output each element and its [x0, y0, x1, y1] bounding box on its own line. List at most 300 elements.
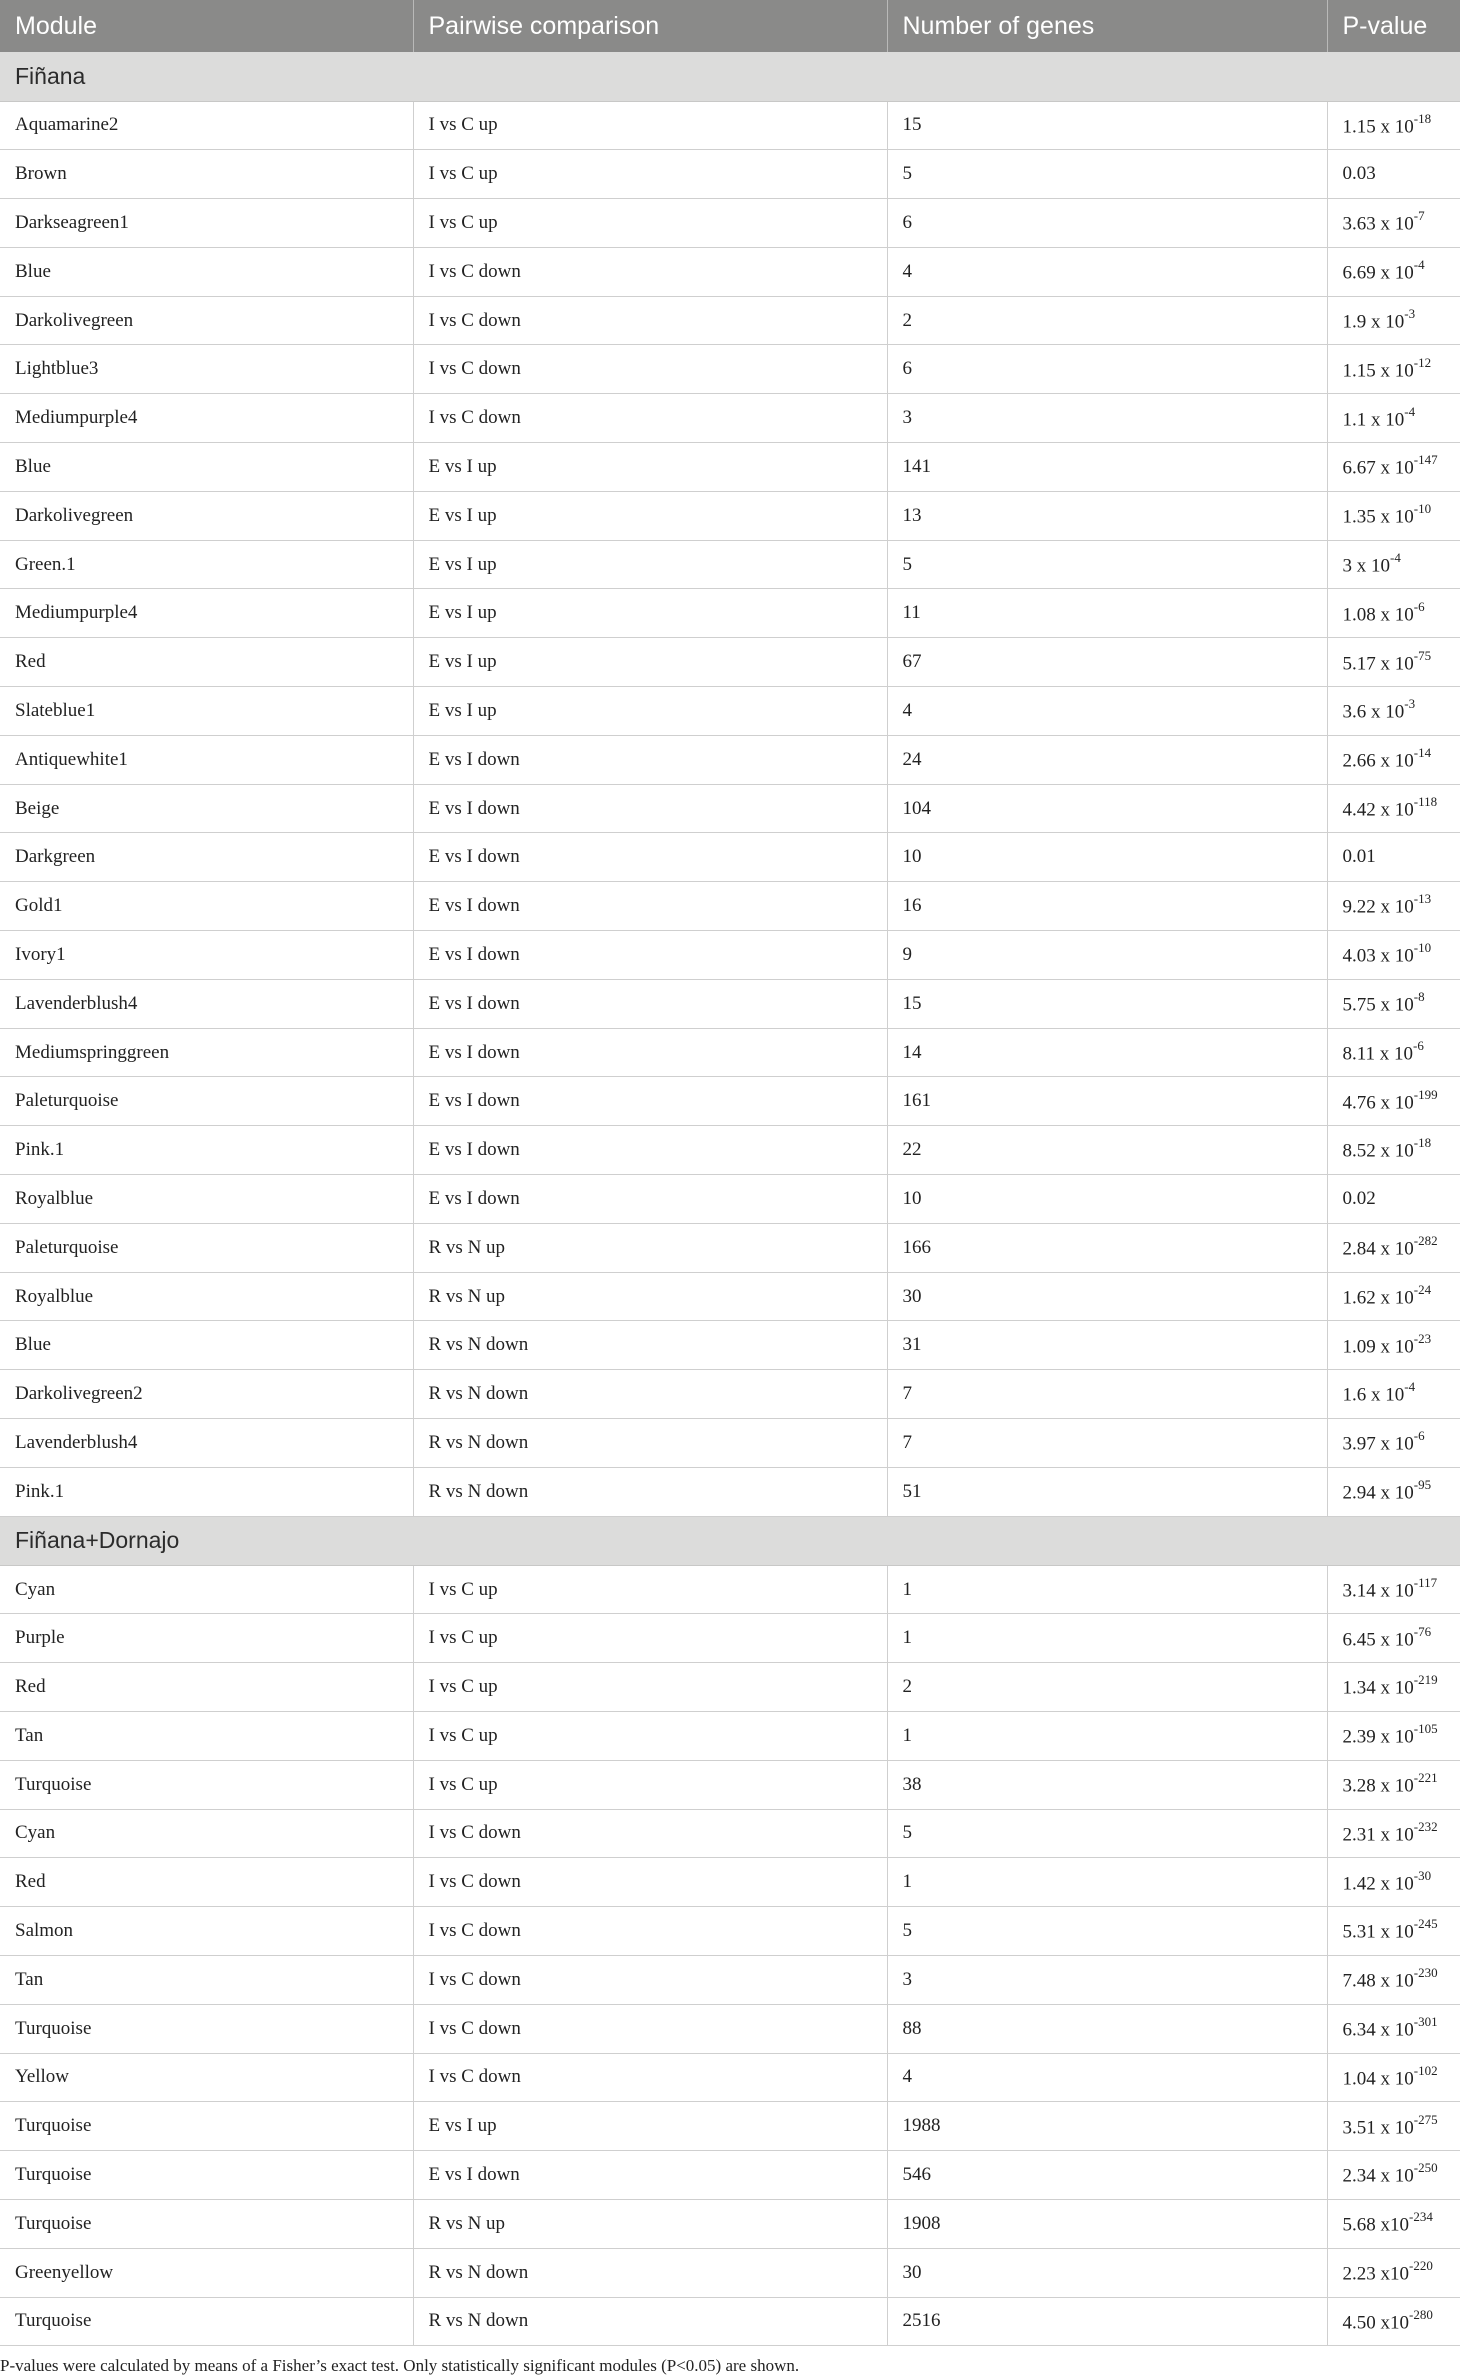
gene-count-cell: 5 — [887, 1907, 1327, 1956]
comparison-cell: R vs N up — [413, 1272, 887, 1321]
module-cell: Darkolivegreen2 — [0, 1370, 413, 1419]
table-row — [0, 1760, 1460, 1809]
p-value-mantissa: 3.6 x 10 — [1342, 701, 1405, 723]
comparison-cell: R vs N down — [413, 1321, 887, 1370]
gene-count-cell: 546 — [887, 2151, 1327, 2200]
p-value-cell — [1327, 1419, 1460, 1468]
p-value-exponent: -30 — [1413, 1867, 1432, 1883]
table-row — [0, 979, 1460, 1028]
comparison-cell: R vs N down — [413, 1467, 887, 1516]
module-cell: Turquoise — [0, 2004, 413, 2053]
table-row — [0, 1809, 1460, 1858]
table-row — [0, 296, 1460, 345]
comparison-cell: I vs C down — [413, 2004, 887, 2053]
gene-count-cell: 1 — [887, 1565, 1327, 1614]
table-row — [0, 1028, 1460, 1077]
p-value-exponent: -4 — [1404, 1379, 1416, 1395]
table-row — [0, 1858, 1460, 1907]
gene-count-cell: 166 — [887, 1223, 1327, 1272]
table-row — [0, 1467, 1460, 1516]
module-cell: Royalblue — [0, 1272, 413, 1321]
comparison-cell: I vs C up — [413, 1712, 887, 1761]
module-cell: Lightblue3 — [0, 345, 413, 394]
table-row — [0, 1955, 1460, 2004]
module-cell: Red — [0, 1663, 413, 1712]
gene-count-cell: 15 — [887, 979, 1327, 1028]
p-value-exponent: -117 — [1413, 1574, 1438, 1590]
comparison-cell: E vs I down — [413, 735, 887, 784]
table-row — [0, 1077, 1460, 1126]
table-row — [0, 589, 1460, 638]
p-value-exponent: -24 — [1413, 1281, 1432, 1297]
module-cell: Beige — [0, 784, 413, 833]
module-cell: Purple — [0, 1614, 413, 1663]
header-module: Module — [0, 0, 413, 52]
comparison-cell: E vs I up — [413, 2102, 887, 2151]
p-value-mantissa: 2.34 x 10 — [1342, 2165, 1414, 2187]
p-value-mantissa: 2.39 x 10 — [1342, 1726, 1414, 1748]
table-row — [0, 540, 1460, 589]
module-cell: Darkseagreen1 — [0, 199, 413, 248]
p-value-mantissa: 1.35 x 10 — [1342, 506, 1414, 528]
comparison-cell: E vs I down — [413, 979, 887, 1028]
gene-count-cell: 22 — [887, 1126, 1327, 1175]
p-value-exponent: -234 — [1409, 2209, 1433, 2225]
p-value-mantissa: 6.67 x 10 — [1342, 457, 1414, 479]
p-value-mantissa: 1.08 x 10 — [1342, 604, 1414, 626]
p-value-mantissa: 3.14 x 10 — [1342, 1580, 1414, 1602]
header-pairwise-comparison: Pairwise comparison — [413, 0, 887, 52]
p-value-cell — [1327, 540, 1460, 589]
comparison-cell: E vs I up — [413, 443, 887, 492]
module-cell: Antiquewhite1 — [0, 735, 413, 784]
p-value-exponent: -10 — [1413, 501, 1432, 517]
gene-count-cell: 5 — [887, 540, 1327, 589]
p-value-cell — [1327, 296, 1460, 345]
table-row — [0, 2199, 1460, 2248]
comparison-cell: E vs I down — [413, 1077, 887, 1126]
table-row — [0, 1663, 1460, 1712]
gene-count-cell: 13 — [887, 491, 1327, 540]
module-cell: Cyan — [0, 1809, 413, 1858]
p-value-cell — [1327, 1614, 1460, 1663]
comparison-cell: I vs C down — [413, 296, 887, 345]
comparison-cell: E vs I down — [413, 1175, 887, 1224]
gene-count-cell: 4 — [887, 247, 1327, 296]
table-row — [0, 1907, 1460, 1956]
p-value-cell — [1327, 638, 1460, 687]
p-value-mantissa: 3 x 10 — [1342, 555, 1390, 577]
p-value-mantissa: 0.02 — [1342, 1187, 1376, 1209]
gene-count-cell: 5 — [887, 150, 1327, 199]
group-header-row — [0, 52, 1460, 101]
p-value-cell — [1327, 345, 1460, 394]
comparison-cell: I vs C up — [413, 1614, 887, 1663]
p-value-exponent: -282 — [1413, 1233, 1438, 1249]
module-cell: Turquoise — [0, 2199, 413, 2248]
module-cell: Turquoise — [0, 2102, 413, 2151]
module-cell: Mediumspringgreen — [0, 1028, 413, 1077]
p-value-mantissa: 1.09 x 10 — [1342, 1335, 1414, 1357]
table-row — [0, 443, 1460, 492]
gene-count-cell: 24 — [887, 735, 1327, 784]
p-value-mantissa: 2.31 x 10 — [1342, 1824, 1414, 1846]
p-value-exponent: -199 — [1413, 1086, 1438, 1102]
comparison-cell: I vs C down — [413, 247, 887, 296]
p-value-exponent: -6 — [1413, 1428, 1425, 1444]
p-value-cell — [1327, 1370, 1460, 1419]
comparison-cell: I vs C up — [413, 1663, 887, 1712]
module-cell: Darkolivegreen — [0, 491, 413, 540]
header-number-of-genes: Number of genes — [887, 0, 1327, 52]
comparison-cell: E vs I down — [413, 784, 887, 833]
group-label: Fiñana+Dornajo — [0, 1516, 1460, 1565]
gene-count-cell: 3 — [887, 394, 1327, 443]
gene-count-cell: 10 — [887, 1175, 1327, 1224]
p-value-mantissa: 1.6 x 10 — [1342, 1384, 1405, 1406]
gene-count-cell: 88 — [887, 2004, 1327, 2053]
p-value-exponent: -250 — [1413, 2160, 1438, 2176]
comparison-cell: E vs I up — [413, 589, 887, 638]
table-footnote: P-values were calculated by means of a Fisher’s exact test. Only statistically significant modules (P<0.05) are shown. — [0, 2356, 800, 2375]
p-value-cell — [1327, 2004, 1460, 2053]
module-cell: Paleturquoise — [0, 1223, 413, 1272]
p-value-cell — [1327, 394, 1460, 443]
gene-count-cell: 30 — [887, 2248, 1327, 2297]
table-header — [0, 0, 1460, 52]
p-value-cell — [1327, 1321, 1460, 1370]
gene-count-cell: 9 — [887, 931, 1327, 980]
table-row — [0, 394, 1460, 443]
p-value-mantissa: 5.68 x10 — [1342, 2214, 1409, 2236]
table-row — [0, 2297, 1460, 2346]
gene-count-cell: 104 — [887, 784, 1327, 833]
p-value-cell — [1327, 2248, 1460, 2297]
p-value-cell — [1327, 1126, 1460, 1175]
gene-count-cell: 5 — [887, 1809, 1327, 1858]
p-value-mantissa: 0.01 — [1342, 846, 1376, 868]
p-value-exponent: -118 — [1413, 793, 1438, 809]
gene-count-cell: 3 — [887, 1955, 1327, 2004]
module-cell: Lavenderblush4 — [0, 979, 413, 1028]
table-row — [0, 247, 1460, 296]
p-value-exponent: -8 — [1413, 989, 1425, 1005]
table-row — [0, 784, 1460, 833]
gene-count-cell: 7 — [887, 1370, 1327, 1419]
gene-count-cell: 6 — [887, 345, 1327, 394]
comparison-cell: R vs N down — [413, 2248, 887, 2297]
module-cell: Royalblue — [0, 1175, 413, 1224]
p-value-cell — [1327, 931, 1460, 980]
table-row — [0, 199, 1460, 248]
p-value-mantissa: 1.04 x 10 — [1342, 2068, 1414, 2090]
p-value-exponent: -13 — [1413, 891, 1432, 907]
p-value-mantissa: 2.94 x 10 — [1342, 1482, 1414, 1504]
comparison-cell: E vs I up — [413, 638, 887, 687]
comparison-cell: I vs C up — [413, 1565, 887, 1614]
p-value-exponent: -10 — [1413, 940, 1432, 956]
p-value-mantissa: 1.1 x 10 — [1342, 408, 1405, 430]
gene-count-cell: 10 — [887, 833, 1327, 882]
gene-count-cell: 1 — [887, 1712, 1327, 1761]
p-value-cell — [1327, 1663, 1460, 1712]
gene-count-cell: 51 — [887, 1467, 1327, 1516]
table-row — [0, 1272, 1460, 1321]
module-cell: Blue — [0, 1321, 413, 1370]
p-value-mantissa: 3.51 x 10 — [1342, 2116, 1414, 2138]
table-row — [0, 1321, 1460, 1370]
p-value-cell — [1327, 687, 1460, 736]
table-row — [0, 687, 1460, 736]
module-cell: Red — [0, 638, 413, 687]
p-value-mantissa: 7.48 x 10 — [1342, 1970, 1414, 1992]
p-value-exponent: -230 — [1413, 1965, 1438, 1981]
header-row — [0, 0, 1460, 52]
module-cell: Blue — [0, 247, 413, 296]
gene-count-cell: 141 — [887, 443, 1327, 492]
p-value-exponent: -301 — [1413, 2014, 1438, 2030]
p-value-cell — [1327, 199, 1460, 248]
comparison-cell: I vs C up — [413, 1760, 887, 1809]
table-row — [0, 1175, 1460, 1224]
p-value-mantissa: 2.66 x 10 — [1342, 750, 1414, 772]
gene-count-cell: 1988 — [887, 2102, 1327, 2151]
comparison-cell: E vs I down — [413, 833, 887, 882]
p-value-mantissa: 0.03 — [1342, 163, 1376, 185]
p-value-cell — [1327, 1565, 1460, 1614]
p-value-exponent: -6 — [1413, 598, 1425, 614]
comparison-cell: E vs I up — [413, 687, 887, 736]
gene-count-cell: 161 — [887, 1077, 1327, 1126]
gene-count-cell: 4 — [887, 2053, 1327, 2102]
comparison-cell: I vs C down — [413, 1907, 887, 1956]
p-value-cell — [1327, 1809, 1460, 1858]
module-cell: Greenyellow — [0, 2248, 413, 2297]
p-value-mantissa: 6.69 x 10 — [1342, 262, 1414, 284]
gene-count-cell: 11 — [887, 589, 1327, 638]
p-value-exponent: -3 — [1404, 305, 1416, 321]
comparison-cell: I vs C down — [413, 394, 887, 443]
gene-count-cell: 67 — [887, 638, 1327, 687]
gene-count-cell: 6 — [887, 199, 1327, 248]
table-row — [0, 2004, 1460, 2053]
gene-count-cell: 7 — [887, 1419, 1327, 1468]
module-cell: Darkolivegreen — [0, 296, 413, 345]
p-value-exponent: -245 — [1413, 1916, 1438, 1932]
comparison-cell: R vs N up — [413, 1223, 887, 1272]
comparison-cell: R vs N down — [413, 1419, 887, 1468]
p-value-exponent: -105 — [1413, 1721, 1438, 1737]
table-row — [0, 735, 1460, 784]
p-value-cell — [1327, 784, 1460, 833]
p-value-exponent: -12 — [1413, 354, 1432, 370]
p-value-mantissa: 3.97 x 10 — [1342, 1433, 1414, 1455]
header-p-value: P-value — [1327, 0, 1460, 52]
p-value-mantissa: 2.23 x10 — [1342, 2263, 1409, 2285]
gene-count-cell: 1 — [887, 1614, 1327, 1663]
p-value-exponent: -147 — [1413, 452, 1438, 468]
module-cell: Turquoise — [0, 2297, 413, 2346]
table-row — [0, 833, 1460, 882]
comparison-cell: E vs I down — [413, 931, 887, 980]
p-value-exponent: -95 — [1413, 1477, 1432, 1493]
p-value-mantissa: 3.63 x 10 — [1342, 213, 1414, 235]
p-value-cell — [1327, 1175, 1460, 1224]
module-cell: Yellow — [0, 2053, 413, 2102]
comparison-cell: I vs C up — [413, 150, 887, 199]
group-label: Fiñana — [0, 52, 1460, 101]
module-cell: Green.1 — [0, 540, 413, 589]
comparison-cell: I vs C down — [413, 1809, 887, 1858]
table-row — [0, 2151, 1460, 2200]
table-row — [0, 638, 1460, 687]
p-value-cell — [1327, 1028, 1460, 1077]
module-cell: Mediumpurple4 — [0, 589, 413, 638]
p-value-cell — [1327, 491, 1460, 540]
comparison-cell: R vs N down — [413, 1370, 887, 1419]
module-cell: Red — [0, 1858, 413, 1907]
comparison-cell: E vs I down — [413, 1028, 887, 1077]
gene-count-cell: 2516 — [887, 2297, 1327, 2346]
module-cell: Tan — [0, 1712, 413, 1761]
p-value-cell — [1327, 1077, 1460, 1126]
p-value-exponent: -102 — [1413, 2062, 1438, 2078]
p-value-mantissa: 2.84 x 10 — [1342, 1238, 1414, 1260]
p-value-cell — [1327, 2199, 1460, 2248]
module-cell: Salmon — [0, 1907, 413, 1956]
p-value-exponent: -14 — [1413, 745, 1432, 761]
p-value-exponent: -275 — [1413, 2111, 1438, 2127]
p-value-cell — [1327, 735, 1460, 784]
table-row — [0, 1712, 1460, 1761]
gene-count-cell: 16 — [887, 882, 1327, 931]
p-value-cell — [1327, 1907, 1460, 1956]
p-value-mantissa: 5.31 x 10 — [1342, 1921, 1414, 1943]
module-cell: Lavenderblush4 — [0, 1419, 413, 1468]
p-value-exponent: -18 — [1413, 110, 1432, 126]
p-value-mantissa: 1.9 x 10 — [1342, 311, 1405, 333]
comparison-cell: E vs I up — [413, 540, 887, 589]
p-value-exponent: -6 — [1413, 1037, 1424, 1053]
p-value-exponent: -3 — [1404, 696, 1416, 712]
comparison-cell: E vs I down — [413, 882, 887, 931]
p-value-cell — [1327, 589, 1460, 638]
p-value-cell — [1327, 443, 1460, 492]
gene-count-cell: 2 — [887, 1663, 1327, 1712]
module-cell: Pink.1 — [0, 1126, 413, 1175]
table-row — [0, 2102, 1460, 2151]
module-cell: Paleturquoise — [0, 1077, 413, 1126]
p-value-mantissa: 6.34 x 10 — [1342, 2019, 1414, 2041]
p-value-cell — [1327, 101, 1460, 150]
gene-count-cell: 15 — [887, 101, 1327, 150]
table-row — [0, 1370, 1460, 1419]
p-value-exponent: -75 — [1413, 647, 1432, 663]
p-value-exponent: -76 — [1413, 1623, 1432, 1639]
table-row — [0, 491, 1460, 540]
comparison-cell: E vs I up — [413, 491, 887, 540]
module-cell: Darkgreen — [0, 833, 413, 882]
module-cell: Gold1 — [0, 882, 413, 931]
p-value-cell — [1327, 150, 1460, 199]
module-cell: Pink.1 — [0, 1467, 413, 1516]
gene-count-cell: 2 — [887, 296, 1327, 345]
module-cell: Blue — [0, 443, 413, 492]
comparison-cell: E vs I down — [413, 2151, 887, 2200]
gene-count-cell: 14 — [887, 1028, 1327, 1077]
table-row — [0, 1223, 1460, 1272]
p-value-cell — [1327, 1955, 1460, 2004]
group-header-row — [0, 1516, 1460, 1565]
p-value-mantissa: 9.22 x 10 — [1342, 896, 1414, 918]
module-cell: Tan — [0, 1955, 413, 2004]
p-value-mantissa: 1.15 x 10 — [1342, 360, 1414, 382]
gene-count-cell: 1 — [887, 1858, 1327, 1907]
comparison-cell: I vs C down — [413, 1858, 887, 1907]
gene-count-cell: 30 — [887, 1272, 1327, 1321]
table-row — [0, 1614, 1460, 1663]
p-value-mantissa: 4.03 x 10 — [1342, 945, 1414, 967]
table-row — [0, 1126, 1460, 1175]
table-row — [0, 1565, 1460, 1614]
p-value-exponent: -4 — [1390, 549, 1401, 565]
table-body — [0, 52, 1460, 2346]
p-value-exponent: -7 — [1413, 208, 1425, 224]
table-row — [0, 101, 1460, 150]
p-value-exponent: -280 — [1409, 2306, 1433, 2322]
p-value-cell — [1327, 2053, 1460, 2102]
comparison-cell: R vs N up — [413, 2199, 887, 2248]
p-value-exponent: -4 — [1413, 257, 1425, 273]
module-cell: Turquoise — [0, 2151, 413, 2200]
module-cell: Cyan — [0, 1565, 413, 1614]
p-value-mantissa: 8.11 x 10 — [1342, 1043, 1414, 1065]
p-value-exponent: -4 — [1404, 403, 1416, 419]
gene-count-cell: 31 — [887, 1321, 1327, 1370]
table-row — [0, 345, 1460, 394]
p-value-mantissa: 3.28 x 10 — [1342, 1775, 1414, 1797]
module-cell: Turquoise — [0, 1760, 413, 1809]
p-value-cell — [1327, 1858, 1460, 1907]
p-value-cell — [1327, 1712, 1460, 1761]
p-value-mantissa: 5.75 x 10 — [1342, 994, 1414, 1016]
module-cell: Ivory1 — [0, 931, 413, 980]
p-value-cell — [1327, 1223, 1460, 1272]
comparison-cell: E vs I down — [413, 1126, 887, 1175]
p-value-cell — [1327, 247, 1460, 296]
p-value-cell — [1327, 1467, 1460, 1516]
p-value-mantissa: 1.42 x 10 — [1342, 1872, 1414, 1894]
p-value-mantissa: 1.34 x 10 — [1342, 1677, 1414, 1699]
p-value-mantissa: 5.17 x 10 — [1342, 652, 1414, 674]
p-value-cell — [1327, 1760, 1460, 1809]
table-row — [0, 2053, 1460, 2102]
module-cell: Brown — [0, 150, 413, 199]
p-value-cell — [1327, 882, 1460, 931]
comparison-cell: I vs C down — [413, 345, 887, 394]
table-row — [0, 882, 1460, 931]
table-row — [0, 150, 1460, 199]
p-value-mantissa: 1.15 x 10 — [1342, 116, 1414, 138]
comparison-cell: I vs C up — [413, 101, 887, 150]
comparison-cell: I vs C down — [413, 1955, 887, 2004]
p-value-cell — [1327, 833, 1460, 882]
comparison-cell: R vs N down — [413, 2297, 887, 2346]
p-value-mantissa: 6.45 x 10 — [1342, 1628, 1414, 1650]
p-value-mantissa: 4.76 x 10 — [1342, 1092, 1414, 1113]
module-cell: Mediumpurple4 — [0, 394, 413, 443]
p-value-exponent: -221 — [1413, 1770, 1438, 1786]
